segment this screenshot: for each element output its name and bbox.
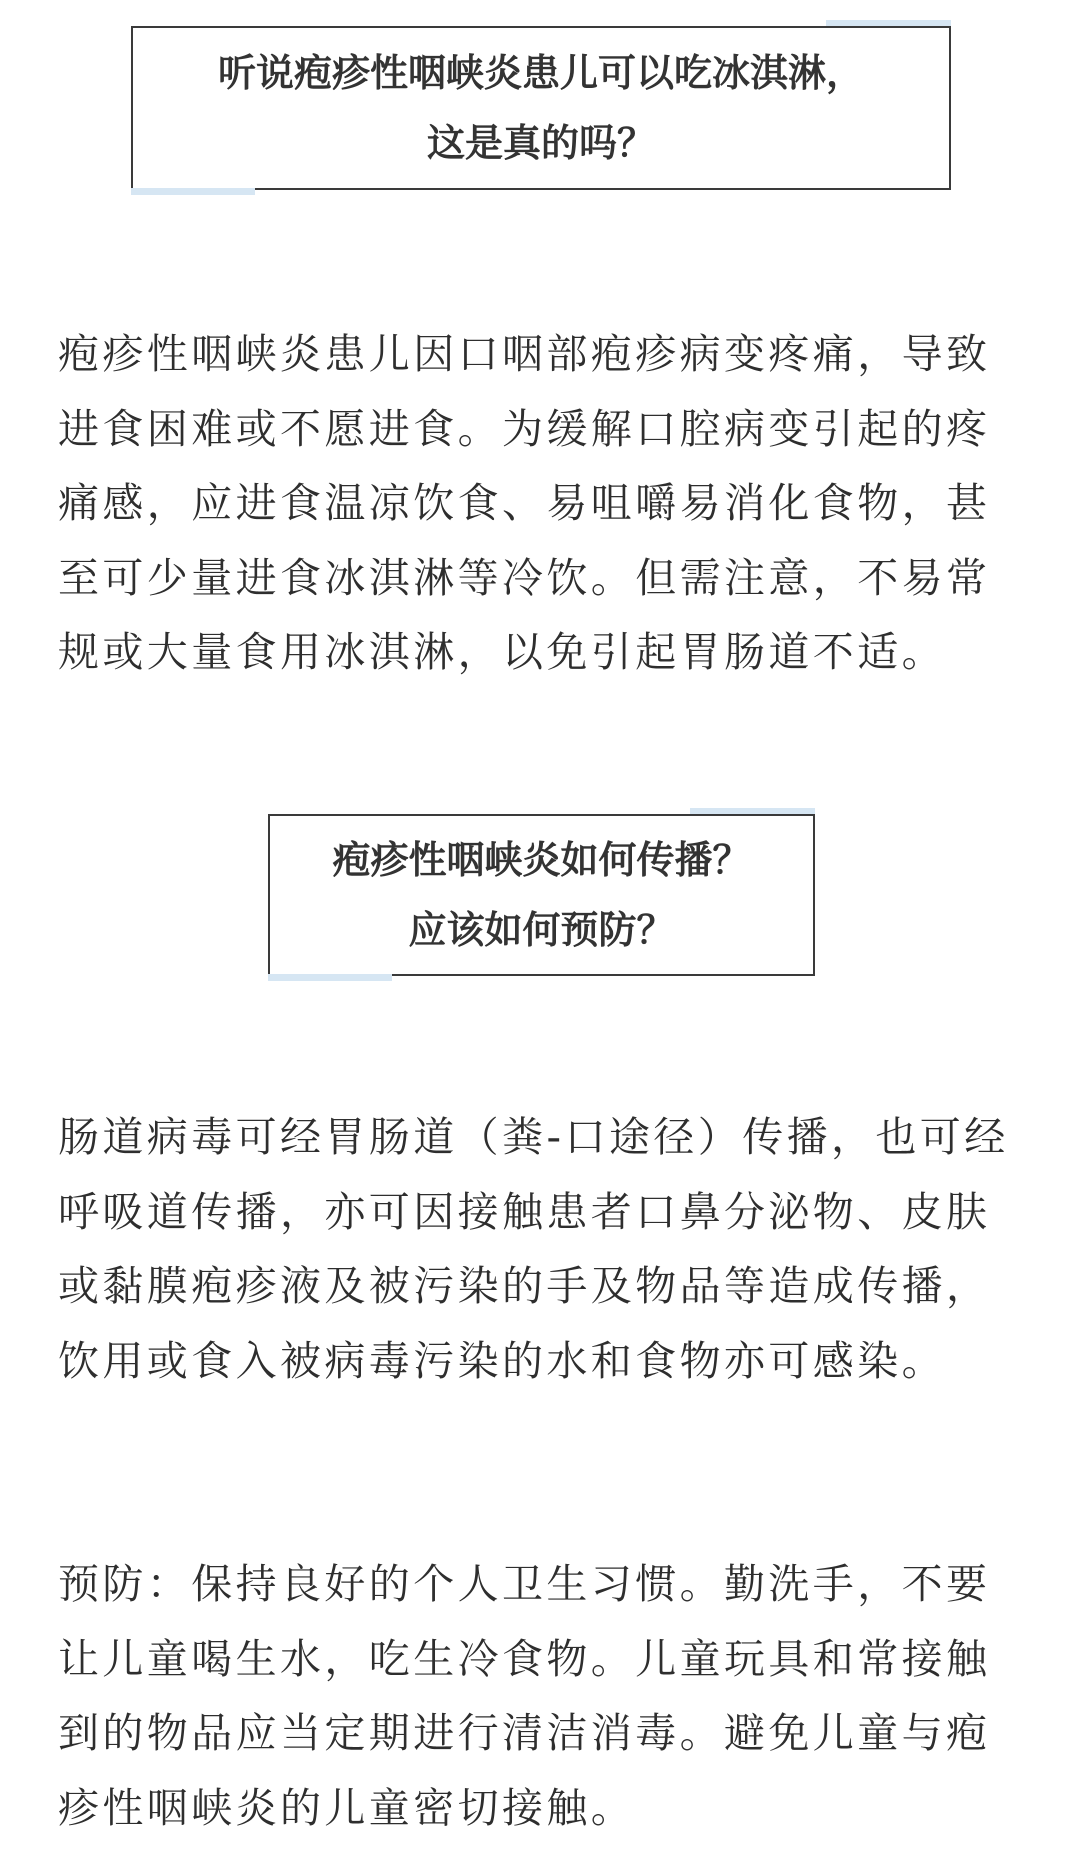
accent-bar-bottom-left: [268, 974, 392, 981]
question-box-ice-cream: [131, 26, 951, 190]
question-line-2: 应该如何预防？: [408, 908, 675, 952]
question-line-2: 这是真的吗？: [426, 121, 655, 165]
accent-bar-bottom-left: [131, 188, 255, 195]
question-line-1: 疱疹性咽峡炎如何传播？: [332, 838, 751, 882]
paragraph-prevention: 预防：保持良好的个人卫生习惯。勤洗手，不要让儿童喝生水，吃生冷食物。儿童玩具和常接触到的物品应当定期进行清洁消毒。避免儿童与疱疹性咽峡炎的儿童密切接触。: [58, 1560, 991, 1832]
paragraph-transmission: 肠道病毒可经胃肠道（粪-口途径）传播，也可经呼吸道传播，亦可因接触患者口鼻分泌物、皮肤或黏膜疱疹液及被污染的手及物品等造成传播，饮用或食入被病毒污染的水和食物亦可感染。: [58, 1113, 1009, 1385]
paragraph-ice-cream-answer: 疱疹性咽峡炎患儿因口咽部疱疹病变疼痛，导致进食困难或不愿进食。为缓解口腔病变引起的疼痛感，应进食温凉饮食、易咀嚼易消化食物，甚至可少量进食冰淇淋等冷饮。但需注意，不易常规或大量食用冰淇淋，以免引起胃肠道不适。: [58, 330, 991, 676]
question-line-1: 听说疱疹性咽峡炎患儿可以吃冰淇淋，: [217, 51, 864, 95]
question-box-transmission: [268, 814, 815, 976]
